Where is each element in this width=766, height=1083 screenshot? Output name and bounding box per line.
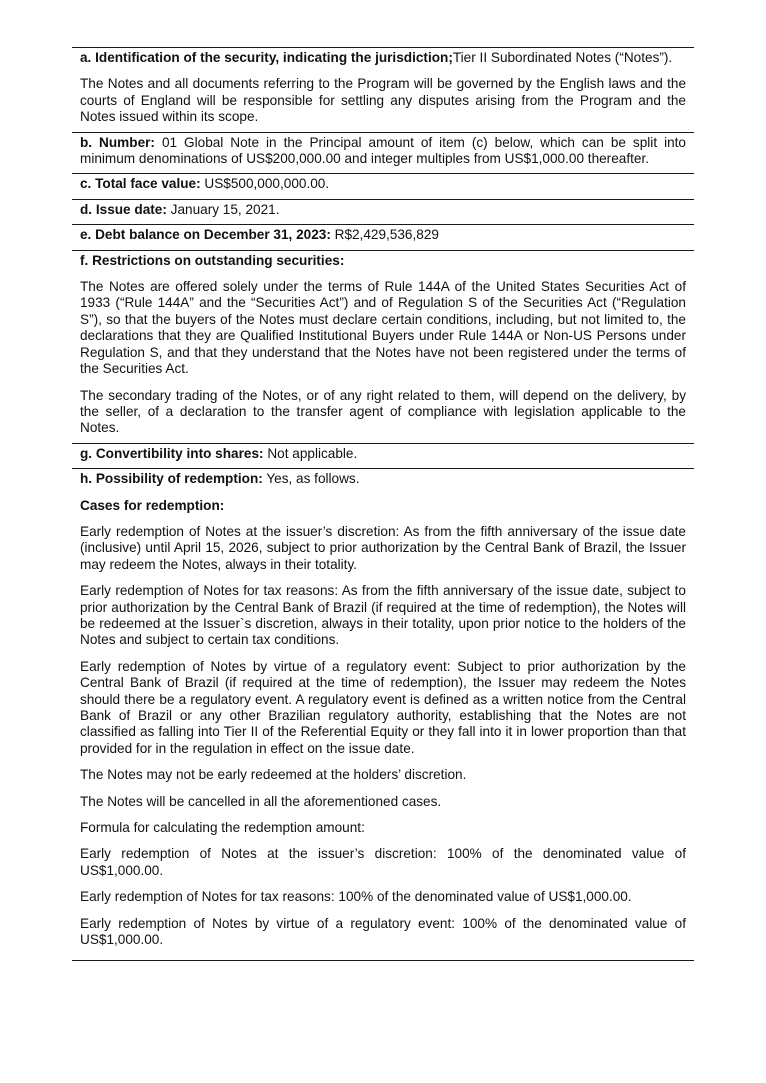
section-e <box>72 224 694 249</box>
section-b <box>72 132 694 174</box>
section-c-text <box>80 176 686 192</box>
formula-issuer-discretion: Early redemption of Notes at the issuer’s discretion: 100% of the denominated value of US$1,000.00. <box>80 846 686 878</box>
section-a-label: a. Identification of the security, indicating the jurisdiction; <box>80 50 453 65</box>
section-h-heading <box>80 471 686 487</box>
section-h <box>72 468 694 961</box>
section-d-value: January 15, 2021. <box>170 201 280 217</box>
section-a-paragraph: The Notes and all documents referring to the Program will be governed by the English laws and the courts of England will be responsible for settling any disputes arising from the Program and the Notes issued within its scope. <box>80 76 686 125</box>
section-h-label: h. Possibility of redemption: <box>80 471 263 487</box>
section-e-label: e. Debt balance on December 31, 2023: <box>80 227 331 243</box>
redemption-regulatory-event: Early redemption of Notes by virtue of a regulatory event: Subject to prior authorization by the Central Bank of Brazil (if required at the time of redemption), the Issuer may redeem the Notes should there be a regulatory event. A regulatory event is defined as a written notice from the Central Bank of Brazil or any other Brazilian regulatory authority, establishing that the Notes are not classified as falling into Tier II of the Referential Equity or they fall into it in lower proportion than that provided for in the regulation in effect on the issue date. <box>80 658 686 756</box>
section-b-value: 01 Global Note in the Principal amount of item (c) below, which can be split into minimum denominations of US$200,000.00 and integer multiples from US$1,000.00 thereafter. <box>80 134 686 167</box>
formula-tax-reasons: Early redemption of Notes for tax reasons: 100% of the denominated value of US$1,000.00. <box>80 889 632 905</box>
section-d-text <box>80 202 686 218</box>
section-h-subheading: Cases for redemption: <box>80 497 225 513</box>
section-e-value: R$2,429,536,829 <box>334 227 439 243</box>
section-d <box>72 199 694 224</box>
redemption-issuer-discretion: Early redemption of Notes at the issuer’s discretion: As from the fifth anniversary of the issue date (inclusive) until April 15, 2026, subject to prior authorization by the Central Bank of Brazil, the Issuer may redeem the Notes, always in their totality. <box>80 523 686 572</box>
section-f-paragraph-1: The Notes are offered solely under the terms of Rule 144A of the United States Securities Act of 1933 (“Rule 144A” and the “Securities Act”) and of Regulation S of the Securities Act (“Regulation S”), so that the buyers of the Notes must declare certain conditions, including, but not limited to, the declarations that they are Qualified Institutional Buyers under Rule 144A or Non-US Persons under Regulation S, and that they understand that the Notes have not been registered under the terms of the Securities Act. <box>80 279 686 377</box>
section-a-heading <box>80 50 686 66</box>
no-holder-redemption: The Notes may not be early redeemed at the holders’ discretion. <box>80 767 467 783</box>
section-f-paragraph-2: The secondary trading of the Notes, or of any right related to them, will depend on the delivery, by the seller, of a declaration to the transfer agent of compliance with legislation applicable to the Notes. <box>80 387 686 436</box>
document-page <box>72 47 694 961</box>
formula-heading: Formula for calculating the redemption amount: <box>80 820 365 836</box>
section-c-label: c. Total face value: <box>80 176 201 192</box>
redemption-tax-reasons: Early redemption of Notes for tax reasons: As from the fifth anniversary of the issue date, subject to prior authorization by the Central Bank of Brazil (if required at the time of redemption), the Notes will be redeemed at the Issuer`s discretion, always in their totality, upon prior notice to the holders of the Notes and subject to certain tax conditions. <box>80 583 686 648</box>
section-b-text <box>80 135 686 168</box>
section-a <box>72 47 694 132</box>
section-g <box>72 443 694 468</box>
section-e-text <box>80 227 686 243</box>
section-a-value: Tier II Subordinated Notes (“Notes”). <box>452 50 673 65</box>
section-g-value: Not applicable. <box>267 445 358 461</box>
section-d-label: d. Issue date: <box>80 201 167 217</box>
section-c-value: US$500,000,000.00. <box>204 176 330 192</box>
section-h-value: Yes, as follows. <box>266 471 360 487</box>
section-f-label: f. Restrictions on outstanding securities: <box>80 252 345 268</box>
section-c <box>72 173 694 198</box>
cancellation-note: The Notes will be cancelled in all the aforementioned cases. <box>80 793 442 809</box>
section-b-label: b. Number: <box>80 134 155 150</box>
section-g-text <box>80 446 686 462</box>
formula-regulatory-event: Early redemption of Notes by virtue of a regulatory event: 100% of the denominated value of US$1,000.00. <box>80 915 686 948</box>
section-g-label: g. Convertibility into shares: <box>80 445 264 461</box>
section-f <box>72 250 694 443</box>
